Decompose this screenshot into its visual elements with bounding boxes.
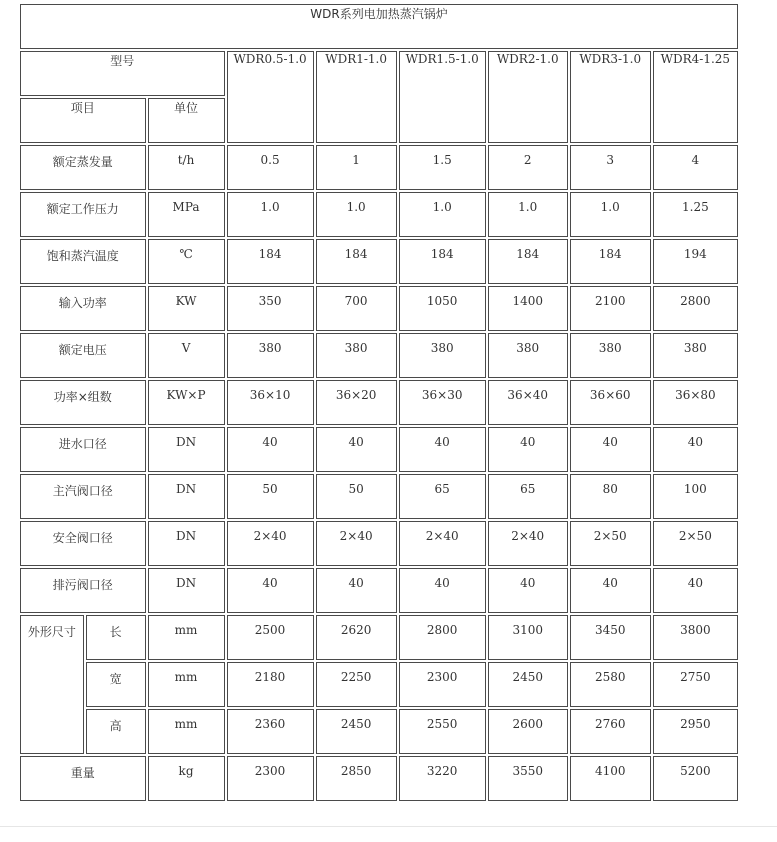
model-name: WDR1-1.0 [316,51,397,143]
row-value: 380 [570,333,651,378]
row-value: 1.25 [653,192,738,237]
spec-table-body [20,4,738,801]
row-value: 40 [227,427,314,472]
row-value: 5200 [653,756,738,801]
row-value: 65 [488,474,568,519]
table-row [20,662,738,707]
model-name: WDR0.5-1.0 [227,51,314,143]
row-label: 重量 [20,756,146,801]
row-value: 184 [227,239,314,284]
row-value: 3220 [399,756,486,801]
row-value: 1.5 [399,145,486,190]
row-value: 1.0 [316,192,397,237]
row-label: 饱和蒸汽温度 [20,239,146,284]
row-value: 380 [227,333,314,378]
table-row [20,521,738,566]
row-value: 184 [488,239,568,284]
row-value: 2×40 [316,521,397,566]
row-value: 40 [488,568,568,613]
row-value: 2180 [227,662,314,707]
row-label: 额定电压 [20,333,146,378]
row-unit: t/h [148,145,225,190]
row-label: 排污阀口径 [20,568,146,613]
row-value: 3450 [570,615,651,660]
row-unit: MPa [148,192,225,237]
row-value: 40 [399,568,486,613]
row-label: 进水口径 [20,427,146,472]
row-value: 380 [399,333,486,378]
row-value: 1050 [399,286,486,331]
row-value: 100 [653,474,738,519]
table-row [20,756,738,801]
unit-header: 单位 [148,98,225,143]
row-value: 36×60 [570,380,651,425]
table-row [20,615,738,660]
table-title: WDR系列电加热蒸汽锅炉 [20,4,738,49]
dimension-label: 宽 [86,662,146,707]
row-value: 2850 [316,756,397,801]
row-unit: V [148,333,225,378]
row-value: 80 [570,474,651,519]
row-value: 40 [570,568,651,613]
row-value: 2760 [570,709,651,754]
row-value: 2×50 [653,521,738,566]
row-value: 2×40 [488,521,568,566]
row-value: 40 [399,427,486,472]
row-value: 2800 [653,286,738,331]
table-row [20,239,738,284]
row-value: 40 [316,568,397,613]
table-row [20,192,738,237]
row-value: 3100 [488,615,568,660]
row-value: 40 [653,427,738,472]
row-value: 40 [653,568,738,613]
row-value: 380 [653,333,738,378]
row-value: 350 [227,286,314,331]
row-value: 36×80 [653,380,738,425]
row-value: 2×50 [570,521,651,566]
row-value: 2950 [653,709,738,754]
dimensions-label: 外形尺寸 [20,615,84,754]
row-value: 50 [227,474,314,519]
row-value: 2×40 [227,521,314,566]
row-label: 额定蒸发量 [20,145,146,190]
dimension-label: 长 [86,615,146,660]
model-name: WDR3-1.0 [570,51,651,143]
row-value: 2450 [316,709,397,754]
row-unit: mm [148,709,225,754]
row-value: 1.0 [399,192,486,237]
row-value: 2620 [316,615,397,660]
row-value: 184 [316,239,397,284]
row-label: 额定工作压力 [20,192,146,237]
row-unit: KW [148,286,225,331]
row-value: 2550 [399,709,486,754]
row-value: 65 [399,474,486,519]
row-value: 36×40 [488,380,568,425]
row-value: 2600 [488,709,568,754]
row-value: 1400 [488,286,568,331]
row-unit: KW×P [148,380,225,425]
row-value: 2800 [399,615,486,660]
row-value: 36×10 [227,380,314,425]
row-unit: mm [148,615,225,660]
row-unit: DN [148,521,225,566]
row-value: 194 [653,239,738,284]
row-unit: DN [148,568,225,613]
row-unit: kg [148,756,225,801]
row-unit: DN [148,427,225,472]
row-value: 1.0 [570,192,651,237]
row-value: 700 [316,286,397,331]
row-value: 40 [488,427,568,472]
row-value: 184 [399,239,486,284]
row-unit: mm [148,662,225,707]
row-unit: ℃ [148,239,225,284]
row-value: 380 [488,333,568,378]
row-value: 2360 [227,709,314,754]
row-value: 1.0 [227,192,314,237]
row-value: 1 [316,145,397,190]
table-row [20,568,738,613]
row-value: 1.0 [488,192,568,237]
row-unit: DN [148,474,225,519]
row-label: 输入功率 [20,286,146,331]
spec-table [18,2,740,803]
row-label: 功率×组数 [20,380,146,425]
model-name: WDR4-1.25 [653,51,738,143]
row-value: 50 [316,474,397,519]
model-header: 型号 [20,51,225,96]
table-row [20,333,738,378]
row-label: 主汽阀口径 [20,474,146,519]
table-row [20,380,738,425]
row-value: 40 [570,427,651,472]
footer-divider [0,826,777,827]
model-name: WDR2-1.0 [488,51,568,143]
row-label: 安全阀口径 [20,521,146,566]
table-row [20,145,738,190]
row-value: 3800 [653,615,738,660]
row-value: 0.5 [227,145,314,190]
row-value: 2750 [653,662,738,707]
row-value: 4 [653,145,738,190]
dimension-label: 高 [86,709,146,754]
row-value: 2580 [570,662,651,707]
row-value: 184 [570,239,651,284]
table-row [20,709,738,754]
row-value: 2450 [488,662,568,707]
row-value: 3 [570,145,651,190]
row-value: 2×40 [399,521,486,566]
row-value: 36×20 [316,380,397,425]
row-value: 380 [316,333,397,378]
table-row [20,474,738,519]
row-value: 2 [488,145,568,190]
item-header: 项目 [20,98,146,143]
row-value: 3550 [488,756,568,801]
row-value: 4100 [570,756,651,801]
model-name: WDR1.5-1.0 [399,51,486,143]
row-value: 2300 [227,756,314,801]
table-row [20,427,738,472]
row-value: 2500 [227,615,314,660]
row-value: 40 [316,427,397,472]
row-value: 2250 [316,662,397,707]
row-value: 2100 [570,286,651,331]
table-row [20,286,738,331]
row-value: 2300 [399,662,486,707]
row-value: 40 [227,568,314,613]
row-value: 36×30 [399,380,486,425]
